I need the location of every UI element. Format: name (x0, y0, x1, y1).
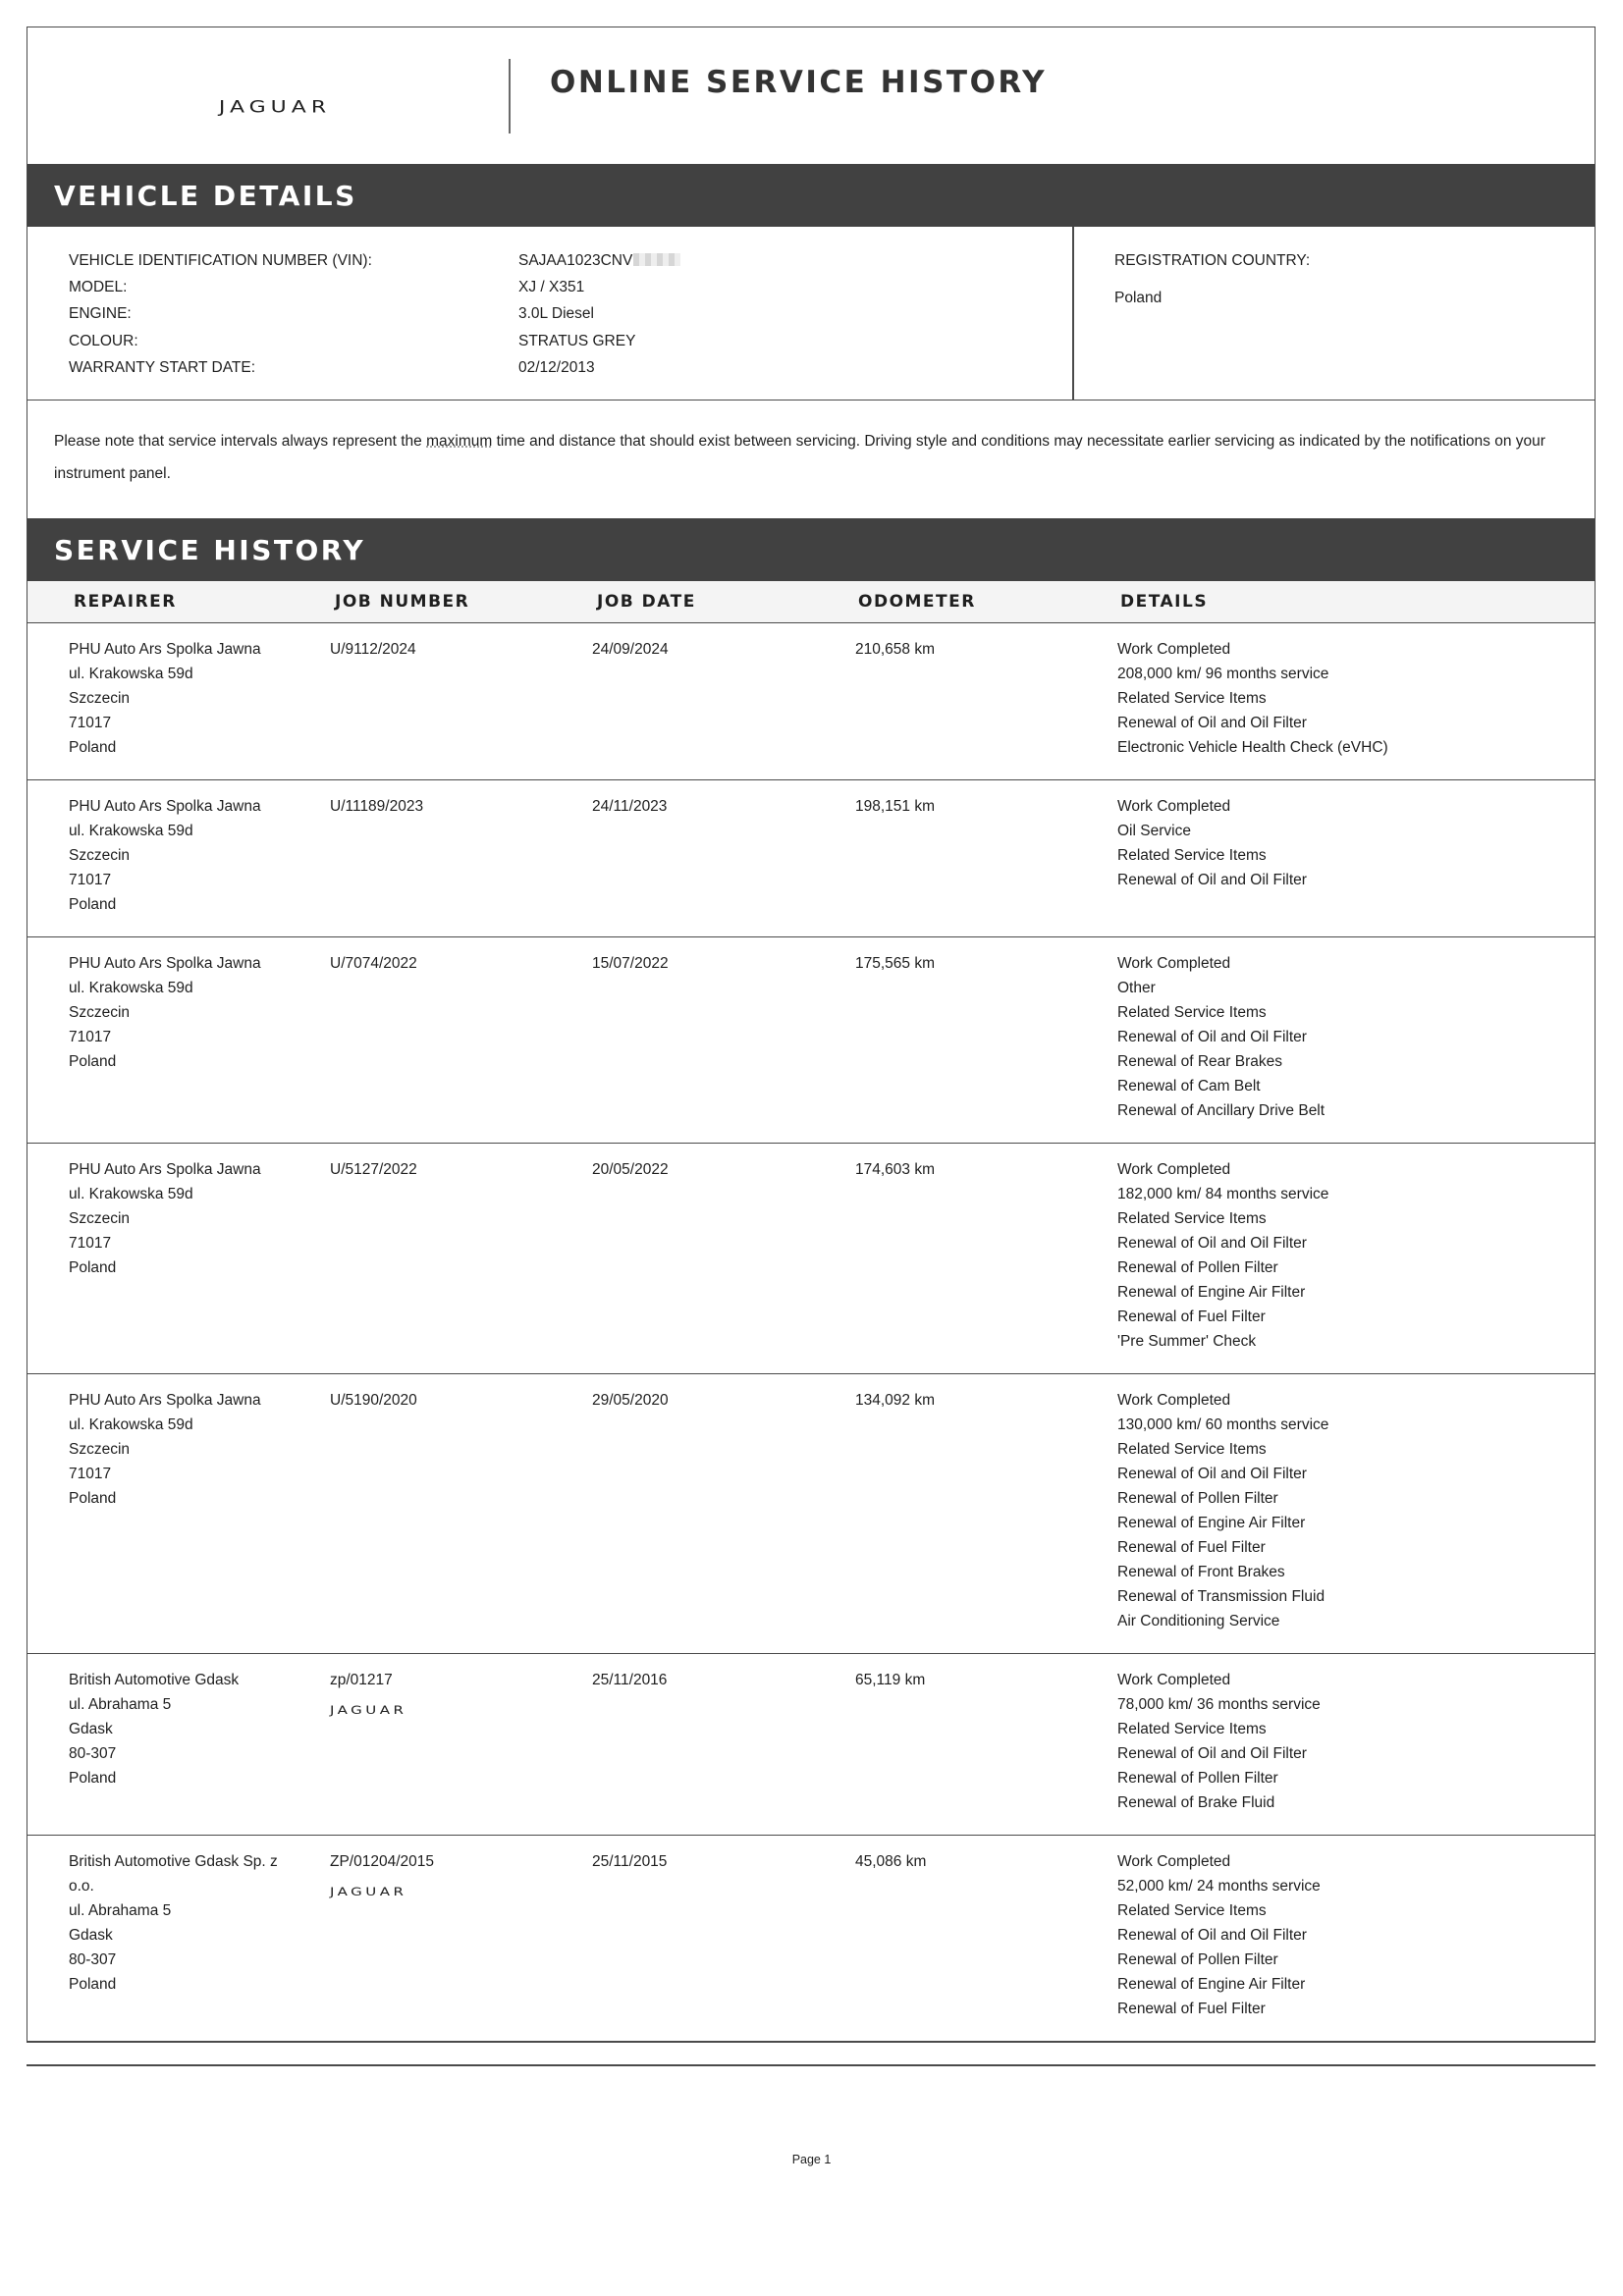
job-number-cell (330, 637, 416, 662)
related-items-label: Related Service Items (1117, 690, 1267, 707)
job-date: 25/11/2015 (592, 1853, 668, 1870)
related-service-item: Renewal of Brake Fluid (1117, 1794, 1275, 1811)
job-date: 24/09/2024 (592, 641, 669, 658)
repairer-cell (69, 1388, 304, 1511)
service-interval-note (54, 425, 1576, 490)
repairer-line: ul. Krakowska 59d (69, 823, 193, 839)
table-row (27, 1654, 1595, 1836)
related-service-item: Renewal of Oil and Oil Filter (1117, 1235, 1307, 1252)
jaguar-logo: JAGUAR (218, 97, 332, 118)
related-items-label: Related Service Items (1117, 1004, 1267, 1021)
job-number-cell (330, 951, 417, 976)
odometer-reading: 65,119 km (855, 1672, 926, 1688)
document-header (27, 27, 1595, 164)
repairer-cell (69, 1849, 304, 1997)
page-title: ONLINE SERVICE HISTORY (550, 65, 1048, 100)
warranty-label: WARRANTY START DATE: (69, 359, 256, 376)
repairer-line: Poland (69, 1490, 117, 1507)
table-row (27, 1836, 1595, 2042)
column-header-job-date: JOB DATE (597, 592, 696, 612)
job-date: 25/11/2016 (592, 1672, 668, 1688)
related-service-item: Renewal of Oil and Oil Filter (1117, 715, 1307, 731)
repairer-line: Szczecin (69, 847, 131, 864)
related-service-item: Renewal of Transmission Fluid (1117, 1588, 1325, 1605)
related-service-item: Renewal of Pollen Filter (1117, 1951, 1278, 1968)
related-items-label: Related Service Items (1117, 847, 1267, 864)
odometer-reading: 198,151 km (855, 798, 935, 815)
warranty-value: 02/12/2013 (518, 359, 595, 376)
related-service-item: Renewal of Oil and Oil Filter (1117, 1927, 1307, 1944)
job-date: 24/11/2023 (592, 798, 668, 815)
related-service-item: Air Conditioning Service (1117, 1613, 1280, 1629)
table-row (27, 937, 1595, 1144)
note-text-start: Please note that service intervals always represent the (54, 433, 427, 450)
job-date: 20/05/2022 (592, 1161, 669, 1178)
repairer-line: Poland (69, 1259, 117, 1276)
engine-label: ENGINE: (69, 305, 132, 322)
footer-divider (27, 2064, 1596, 2066)
repairer-line: 71017 (69, 1466, 112, 1482)
repairer-line: PHU Auto Ars Spolka Jawna (69, 1392, 261, 1409)
related-service-item: Renewal of Cam Belt (1117, 1078, 1261, 1095)
related-items-label: Related Service Items (1117, 1902, 1267, 1919)
details-cell (1117, 637, 1388, 760)
column-header-job-number: JOB NUMBER (335, 592, 470, 612)
job-number-cell (330, 794, 423, 819)
work-completed-label: Work Completed (1117, 1672, 1231, 1688)
repairer-line: ul. Krakowska 59d (69, 666, 193, 682)
related-service-item: 'Pre Summer' Check (1117, 1333, 1257, 1350)
work-completed-value: Other (1117, 980, 1156, 996)
repairer-cell (69, 637, 304, 760)
repairer-cell (69, 951, 304, 1074)
column-header-details: DETAILS (1120, 592, 1209, 612)
related-service-item: Renewal of Oil and Oil Filter (1117, 1466, 1307, 1482)
related-service-item: Renewal of Fuel Filter (1117, 1308, 1266, 1325)
job-number: U/7074/2022 (330, 955, 417, 972)
details-cell (1117, 1849, 1321, 2021)
work-completed-value: Oil Service (1117, 823, 1191, 839)
related-service-item: Renewal of Engine Air Filter (1117, 1284, 1306, 1301)
related-service-item: Renewal of Oil and Oil Filter (1117, 872, 1307, 888)
repairer-line: Szczecin (69, 1441, 131, 1458)
work-completed-label: Work Completed (1117, 955, 1231, 972)
work-completed-value: 182,000 km/ 84 months service (1117, 1186, 1329, 1202)
related-items-label: Related Service Items (1117, 1210, 1267, 1227)
odometer-reading: 45,086 km (855, 1853, 927, 1870)
odometer-reading: 175,565 km (855, 955, 935, 972)
engine-value: 3.0L Diesel (518, 305, 594, 322)
job-number: U/9112/2024 (330, 641, 416, 658)
repairer-cell (69, 1668, 304, 1790)
job-date: 29/05/2020 (592, 1392, 669, 1409)
note-emphasis: maximum (426, 433, 493, 450)
vehicle-details-band (27, 164, 1595, 227)
repairer-line: PHU Auto Ars Spolka Jawna (69, 1161, 261, 1178)
repairer-line: Poland (69, 1053, 117, 1070)
table-row (27, 623, 1595, 780)
vin-value: SAJAA1023CNV (518, 252, 633, 269)
related-items-label: Related Service Items (1117, 1721, 1267, 1737)
job-number: U/5190/2020 (330, 1392, 417, 1409)
details-cell (1117, 1668, 1321, 1815)
details-cell (1117, 1157, 1328, 1354)
table-row (27, 780, 1595, 937)
repairer-line: 71017 (69, 715, 112, 731)
details-cell (1117, 794, 1307, 892)
repairer-line: ul. Krakowska 59d (69, 980, 193, 996)
repairer-cell (69, 1157, 304, 1280)
repairer-line: 71017 (69, 1029, 112, 1045)
job-number: U/11189/2023 (330, 798, 424, 815)
registration-country-label: REGISTRATION COUNTRY: (1114, 252, 1311, 269)
repairer-line: Szczecin (69, 1210, 131, 1227)
related-service-item: Renewal of Engine Air Filter (1117, 1976, 1306, 1993)
colour-label: COLOUR: (69, 333, 138, 349)
odometer-reading: 134,092 km (855, 1392, 935, 1409)
model-value: XJ / X351 (518, 279, 585, 295)
vin-value-group (518, 252, 680, 270)
details-cell (1117, 951, 1325, 1123)
vehicle-details-section (27, 227, 1595, 400)
repairer-line: PHU Auto Ars Spolka Jawna (69, 641, 261, 658)
work-completed-value: 78,000 km/ 36 months service (1117, 1696, 1321, 1713)
job-date: 15/07/2022 (592, 955, 669, 972)
work-completed-label: Work Completed (1117, 1161, 1231, 1178)
work-completed-label: Work Completed (1117, 641, 1231, 658)
job-number-cell (330, 1157, 417, 1182)
repairer-line: Szczecin (69, 690, 131, 707)
dealer-jaguar-logo: JAGUAR (330, 1885, 407, 1899)
related-service-item: Renewal of Pollen Filter (1117, 1490, 1278, 1507)
related-service-item: Renewal of Engine Air Filter (1117, 1515, 1306, 1531)
repairer-line: British Automotive Gdask Sp. z o.o. (69, 1853, 278, 1895)
work-completed-value: 130,000 km/ 60 months service (1117, 1416, 1329, 1433)
related-service-item: Electronic Vehicle Health Check (eVHC) (1117, 739, 1388, 756)
related-service-item: Renewal of Ancillary Drive Belt (1117, 1102, 1325, 1119)
column-header-repairer: REPAIRER (74, 592, 177, 612)
related-service-item: Renewal of Front Brakes (1117, 1564, 1285, 1580)
repairer-line: Gdask (69, 1927, 113, 1944)
odometer-reading: 210,658 km (855, 641, 935, 658)
work-completed-value: 208,000 km/ 96 months service (1117, 666, 1329, 682)
note-text-end: time and distance that should exist between servicing. Driving style and conditions may necessitate earlier servicing as indicated by the notifications on your instrument panel. (54, 433, 1545, 482)
colour-value: STRATUS GREY (518, 333, 636, 349)
vin-redaction (633, 253, 680, 266)
related-service-item: Renewal of Fuel Filter (1117, 2001, 1266, 2017)
odometer-reading: 174,603 km (855, 1161, 935, 1178)
job-number: zp/01217 (330, 1672, 393, 1688)
repairer-line: ul. Krakowska 59d (69, 1416, 193, 1433)
job-number: U/5127/2022 (330, 1161, 417, 1178)
work-completed-label: Work Completed (1117, 1392, 1231, 1409)
repairer-line: 71017 (69, 872, 112, 888)
service-history-band (27, 518, 1595, 581)
repairer-line: ul. Krakowska 59d (69, 1186, 193, 1202)
table-row (27, 1144, 1595, 1374)
repairer-line: Poland (69, 1770, 117, 1787)
dealer-jaguar-logo: JAGUAR (330, 1703, 407, 1718)
repairer-line: Szczecin (69, 1004, 131, 1021)
repairer-line: Poland (69, 739, 117, 756)
related-service-item: Renewal of Oil and Oil Filter (1117, 1745, 1307, 1762)
work-completed-value: 52,000 km/ 24 months service (1117, 1878, 1321, 1895)
related-service-item: Renewal of Oil and Oil Filter (1117, 1029, 1307, 1045)
header-divider (509, 59, 511, 133)
service-history-heading: SERVICE HISTORY (54, 534, 366, 566)
service-history-document (27, 27, 1596, 2043)
repairer-line: Poland (69, 1976, 117, 1993)
repairer-line: PHU Auto Ars Spolka Jawna (69, 955, 261, 972)
repairer-line: Poland (69, 896, 117, 913)
repairer-line: ul. Abrahama 5 (69, 1902, 172, 1919)
page-number: Page 1 (791, 2153, 832, 2166)
repairer-cell (69, 794, 304, 917)
table-header (27, 581, 1595, 623)
repairer-line: PHU Auto Ars Spolka Jawna (69, 798, 261, 815)
repairer-line: ul. Abrahama 5 (69, 1696, 172, 1713)
repairer-line: 80-307 (69, 1951, 117, 1968)
vin-label: VEHICLE IDENTIFICATION NUMBER (VIN): (69, 252, 372, 269)
related-items-label: Related Service Items (1117, 1441, 1267, 1458)
table-row (27, 1374, 1595, 1654)
repairer-line: Gdask (69, 1721, 113, 1737)
registration-country-value: Poland (1114, 290, 1163, 306)
repairer-line: British Automotive Gdask (69, 1672, 240, 1688)
related-service-item: Renewal of Fuel Filter (1117, 1539, 1266, 1556)
related-service-item: Renewal of Pollen Filter (1117, 1259, 1278, 1276)
job-number-cell (330, 1849, 434, 1904)
work-completed-label: Work Completed (1117, 1853, 1231, 1870)
related-service-item: Renewal of Pollen Filter (1117, 1770, 1278, 1787)
repairer-line: 71017 (69, 1235, 112, 1252)
work-completed-label: Work Completed (1117, 798, 1231, 815)
model-label: MODEL: (69, 279, 128, 295)
job-number: ZP/01204/2015 (330, 1853, 435, 1870)
job-number-cell (330, 1388, 417, 1413)
repairer-line: 80-307 (69, 1745, 117, 1762)
column-divider (1072, 227, 1074, 400)
vehicle-details-heading: VEHICLE DETAILS (54, 180, 357, 212)
column-header-odometer: ODOMETER (858, 592, 976, 612)
details-cell (1117, 1388, 1328, 1633)
job-number-cell (330, 1668, 406, 1723)
related-service-item: Renewal of Rear Brakes (1117, 1053, 1282, 1070)
